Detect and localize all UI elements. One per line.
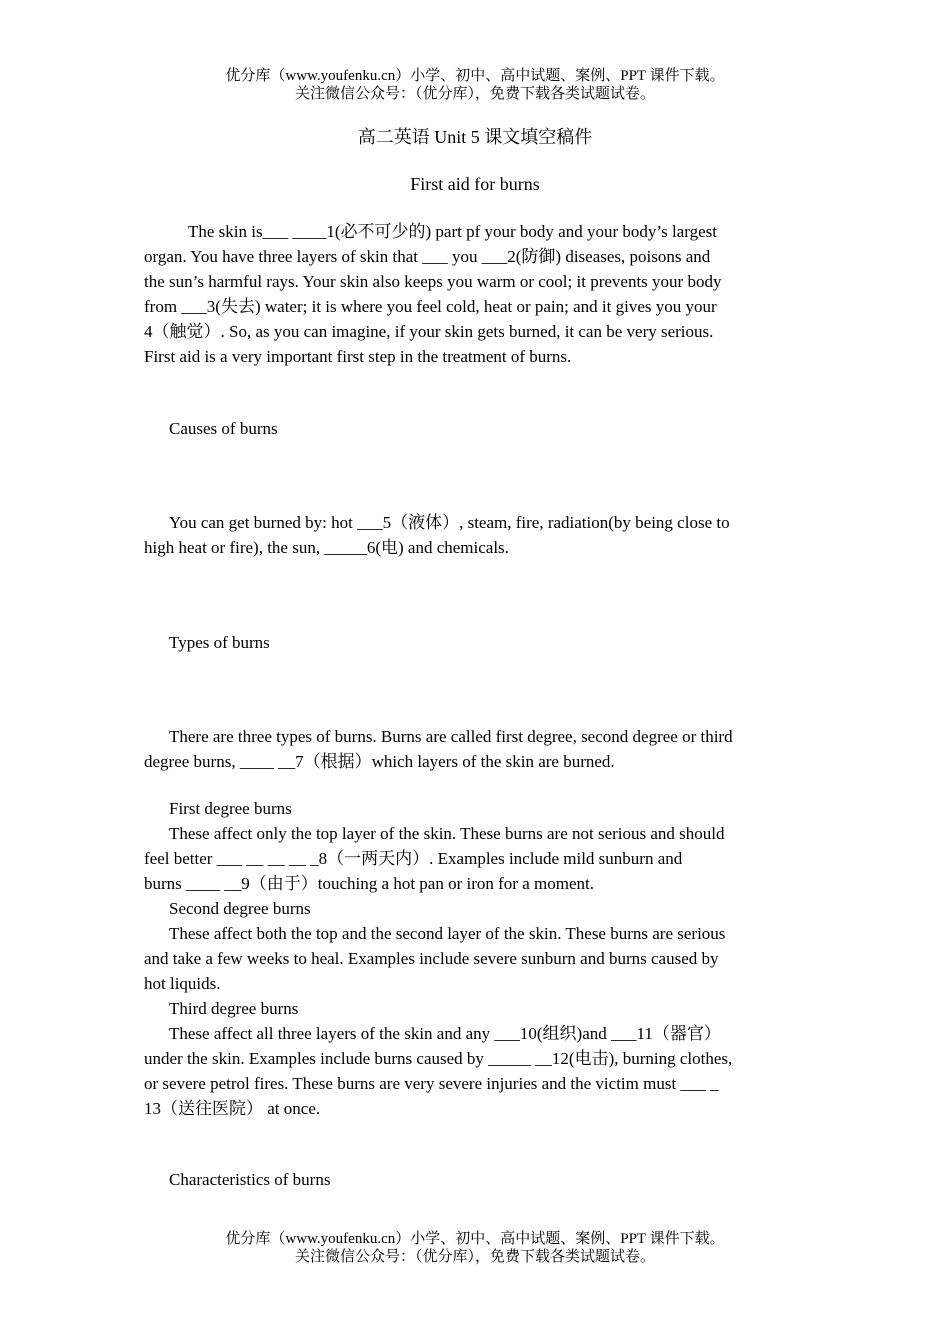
text-line: These affect only the top layer of the skin. These burns are not serious and should (169, 824, 725, 843)
header-line-2: 关注微信公众号：（优分库），免费下载各类试题试卷。 (294, 86, 655, 102)
text-line: These affect both the top and the second layer of the skin. These burns are serious (169, 924, 726, 943)
text-line: You can get burned by: hot ___5（液体）, steam, fire, radiation(by being close to (169, 513, 730, 532)
second-degree-heading: Second degree burns (169, 899, 311, 918)
page-header (0, 67, 950, 103)
page-footer (0, 1230, 950, 1266)
text-line: 13（送往医院） at once. (144, 1099, 321, 1118)
text-line: 4（触觉）. So, as you can imagine, if your skin gets burned, it can be very serious. (144, 322, 714, 341)
text-line: These affect all three layers of the skin and any ___10(组织)and ___11（器官） (169, 1024, 721, 1043)
footer-line-2: 关注微信公众号：（优分库），免费下载各类试题试卷。 (294, 1249, 655, 1265)
characteristics-heading: Characteristics of burns (169, 1170, 331, 1189)
text-line: There are three types of burns. Burns are called first degree, second degree or third (169, 727, 733, 746)
types-heading: Types of burns (169, 633, 270, 652)
text-line: organ. You have three layers of skin that ___ you ___2(防御) diseases, poisons and (144, 247, 711, 266)
degrees-section (144, 796, 810, 1121)
causes-paragraph (144, 510, 810, 560)
text-line: hot liquids. (144, 974, 221, 993)
third-degree-heading: Third degree burns (169, 999, 299, 1018)
text-line: First aid is a very important first step in the treatment of burns. (144, 347, 572, 366)
text-line: the sun’s harmful rays. Your skin also keeps you warm or cool; it prevents your body (144, 272, 722, 291)
first-degree-heading: First degree burns (169, 799, 292, 818)
text-line: under the skin. Examples include burns caused by _____ __12(电击), burning clothes, (144, 1049, 733, 1068)
intro-paragraph (144, 219, 810, 369)
text-line: degree burns, ____ __7（根据）which layers of the skin are burned. (144, 752, 615, 771)
footer-line-1: 优分库（www.youfenku.cn）小学、初中、高中试题、案例、PPT 课件下载。 (225, 1231, 725, 1247)
text-line: and take a few weeks to heal. Examples include severe sunburn and burns caused by (144, 949, 719, 968)
types-paragraph (144, 724, 810, 774)
text-line: feel better ___ __ __ __ _8（一两天内）. Examples include mild sunburn and (144, 849, 683, 868)
document-title: 高二英语 Unit 5 课文填空稿件 (357, 127, 593, 147)
causes-heading: Causes of burns (169, 419, 278, 438)
text-line: The skin is___ ____1(必不可少的) part pf your body and your body’s largest (188, 222, 717, 241)
text-line: from ___3(失去) water; it is where you feel cold, heat or pain; and it gives you your (144, 297, 717, 316)
text-line: burns ____ __9（由于）touching a hot pan or iron for a moment. (144, 874, 594, 893)
text-line: or severe petrol fires. These burns are very severe injuries and the victim must ___ _ (144, 1074, 719, 1093)
text-line: high heat or fire), the sun, _____6(电) and chemicals. (144, 538, 509, 557)
header-line-1: 优分库（www.youfenku.cn）小学、初中、高中试题、案例、PPT 课件下载。 (225, 68, 725, 84)
article-subtitle: First aid for burns (410, 174, 540, 194)
